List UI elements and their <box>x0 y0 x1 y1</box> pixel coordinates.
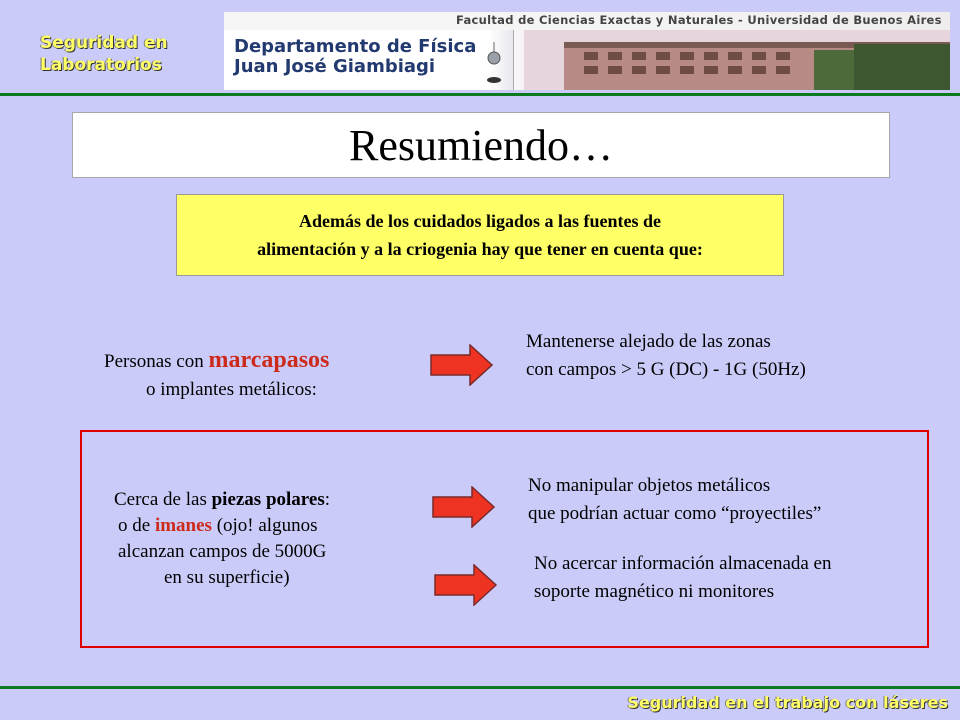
intro-line1: Además de los cuidados ligados a las fuentes de <box>298 211 662 231</box>
building-photo <box>524 30 950 90</box>
magnet-action2-line2: soporte magnético ni monitores <box>534 581 775 602</box>
corner-title-line1: Seguridad en <box>40 33 168 53</box>
department-subname: Juan José Giambiagi <box>234 56 436 77</box>
page-title: Resumiendo… <box>349 120 613 170</box>
corner-title <box>40 32 200 76</box>
pacemaker-action-line2: con campos > 5 G (DC) - 1G (50Hz) <box>526 359 806 380</box>
corner-title-line2: Laboratorios <box>40 55 162 75</box>
magnet-condition-line2 <box>118 514 317 538</box>
magnet-action1-line2: que podrían actuar como “proyectiles” <box>528 503 822 524</box>
department-name: Departamento de Física <box>234 36 477 57</box>
magnet-condition-line4: en su superficie) <box>164 567 290 588</box>
footer-rule <box>0 686 960 689</box>
footer-title: Seguridad en el trabajo con láseres <box>627 693 948 712</box>
arrow-right-icon <box>432 486 496 528</box>
magnet-condition-line2-suffix: (ojo! algunos <box>211 515 318 536</box>
pole-pieces-text: piezas polares <box>211 489 325 510</box>
pendulum-logo-icon <box>482 42 506 88</box>
title-box <box>72 112 890 178</box>
faculty-name: Facultad de Ciencias Exactas y Naturales - Universidad de Buenos Aires <box>456 13 942 27</box>
magnet-condition-line2-prefix: o de <box>118 515 155 536</box>
magnets-highlight: imanes <box>154 515 212 536</box>
pacemaker-highlight: marcapasos <box>208 347 330 373</box>
intro-line2: alimentación y a la criogenia hay que tener en cuenta que: <box>257 239 703 259</box>
pacemaker-condition <box>104 348 329 374</box>
magnet-condition-colon: : <box>324 489 330 510</box>
magnet-condition-line1 <box>114 488 330 512</box>
arrow-right-icon <box>430 344 494 386</box>
magnet-action2-line1: No acercar información almacenada en <box>534 553 832 574</box>
magnet-condition-prefix: Cerca de las <box>114 489 212 510</box>
department-banner <box>224 12 950 90</box>
magnet-action1-line1: No manipular objetos metálicos <box>528 475 771 496</box>
intro-box <box>176 194 784 276</box>
arrow-right-icon <box>434 564 498 606</box>
header-rule <box>0 93 960 96</box>
pacemaker-condition-line2: o implantes metálicos: <box>146 379 317 400</box>
magnet-warning-box <box>80 430 929 648</box>
pacemaker-action-line1: Mantenerse alejado de las zonas <box>526 331 771 352</box>
magnet-condition-line3: alcanzan campos de 5000G <box>118 541 327 562</box>
pacemaker-condition-prefix: Personas con <box>104 351 209 372</box>
